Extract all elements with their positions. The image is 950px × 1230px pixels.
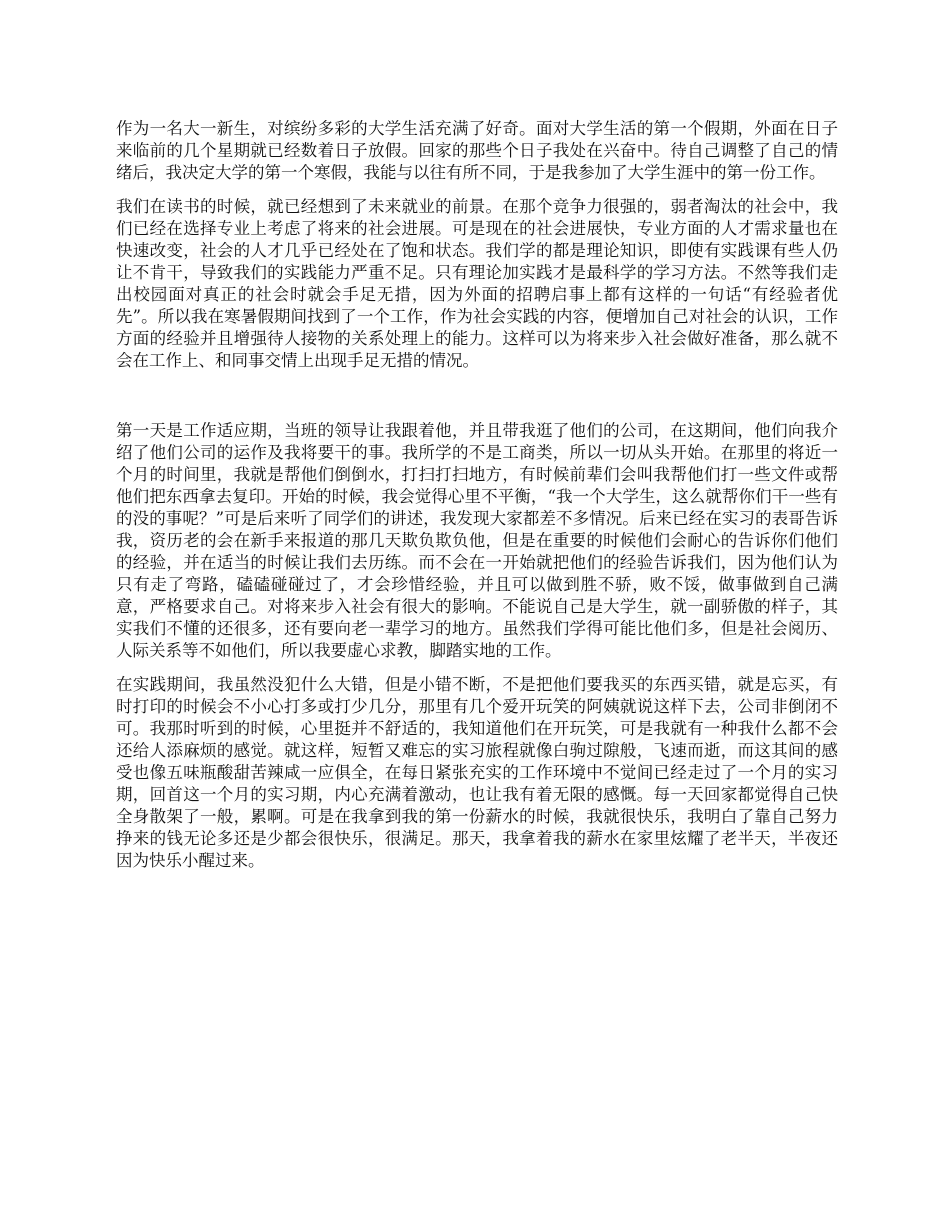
paragraph-3: 第一天是工作适应期，当班的领导让我跟着他，并且带我逛了他们的公司，在这期间，他们向我介绍了他们公司的运作及我将要干的事。我所学的不是工商类，所以一切从头开始。在那里的将近一个月的时间里，我就是帮他们倒倒水，打扫打扫地方，有时候前辈们会叫我帮他们打一些文件或帮他们把东西拿去复印。开始的时候，我会觉得心里不平衡，“我一个大学生，这么就帮你们干一些有的没的事呢？”可是后来听了同学们的讲述，我发现大家都差不多情况。后来已经在实习的表哥告诉我，资历老的会在新手来报道的那几天欺负欺负他，但是在重要的时候他们会耐心的告诉你们他们的经验，并在适当的时候让我们去历练。而不会在一开始就把他们的经验告诉我们，因为他们认为只有走了弯路，磕磕碰碰过了，才会珍惜经验，并且可以做到胜不骄，败不馁，做事做到自己满意，严格要求自己。对将来步入社会有很大的影响。不能说自己是大学生，就一副骄傲的样子，其实我们不懂的还很多，还有要向老一辈学习的地方。虽然我们学得可能比他们多，但是社会阅历、人际关系等不如他们，所以我要虚心求教，脚踏实地的工作。 (116, 421, 838, 660)
paragraph-4: 在实践期间，我虽然没犯什么大错，但是小错不断，不是把他们要我买的东西买错，就是忘买，有时打印的时候会不小心打多或打少几分，那里有几个爱开玩笑的阿姨就说这样下去，公司非倒闭不可。我那时听到的时候，心里挺并不舒适的，我知道他们在开玩笑，可是我就有一种我什么都不会还给人添麻烦的感觉。就这样，短暂又难忘的实习旅程就像白驹过隙般，飞速而逝，而这其间的感受也像五味瓶酸甜苦辣咸一应俱全，在每日紧张充实的工作环境中不觉间已经走过了一个月的实习期，回首这一个月的实习期，内心充满着激动，也让我有着无限的感慨。每一天回家都觉得自己快全身散架了一般，累啊。可是在我拿到我的第一份薪水的时候，我就很快乐，我明白了靠自己努力挣来的钱无论多还是少都会很快乐，很满足。那天，我拿着我的薪水在家里炫耀了老半天，半夜还因为快乐小醒过来。 (116, 675, 838, 870)
paragraph-1: 作为一名大一新生，对缤纷多彩的大学生活充满了好奇。面对大学生活的第一个假期，外面在日子来临前的几个星期就已经数着日子放假。回家的那些个日子我处在兴奋中。待自己调整了自己的情绪后，我决定大学的第一个寒假，我能与以往有所不同，于是我参加了大学生涯中的第一份工作。 (116, 119, 838, 182)
blank-gap (116, 384, 838, 420)
paragraph-2: 我们在读书的时候，就已经想到了未来就业的前景。在那个竞争力很强的，弱者淘汰的社会中，我们已经在选择专业上考虑了将来的社会进展。可是现在的社会进展快，专业方面的人才需求量也在快速改变，社会的人才几乎已经处在了饱和状态。我们学的都是理论知识，即使有实践课有些人仍让不肯干，导致我们的实践能力严重不足。只有理论加实践才是最科学的学习方法。不然等我们走出校园面对真正的社会时就会手足无措，因为外面的招聘启事上都有这样的一句话“有经验者优先”。所以我在寒暑假期间找到了一个工作，作为社会实践的内容，便增加自己对社会的认识，工作方面的经验并且增强待人接物的关系处理上的能力。这样可以为将来步入社会做好准备，那么就不会在工作上、和同事交情上出现手足无措的情况。 (116, 197, 838, 370)
document-body (116, 118, 838, 884)
